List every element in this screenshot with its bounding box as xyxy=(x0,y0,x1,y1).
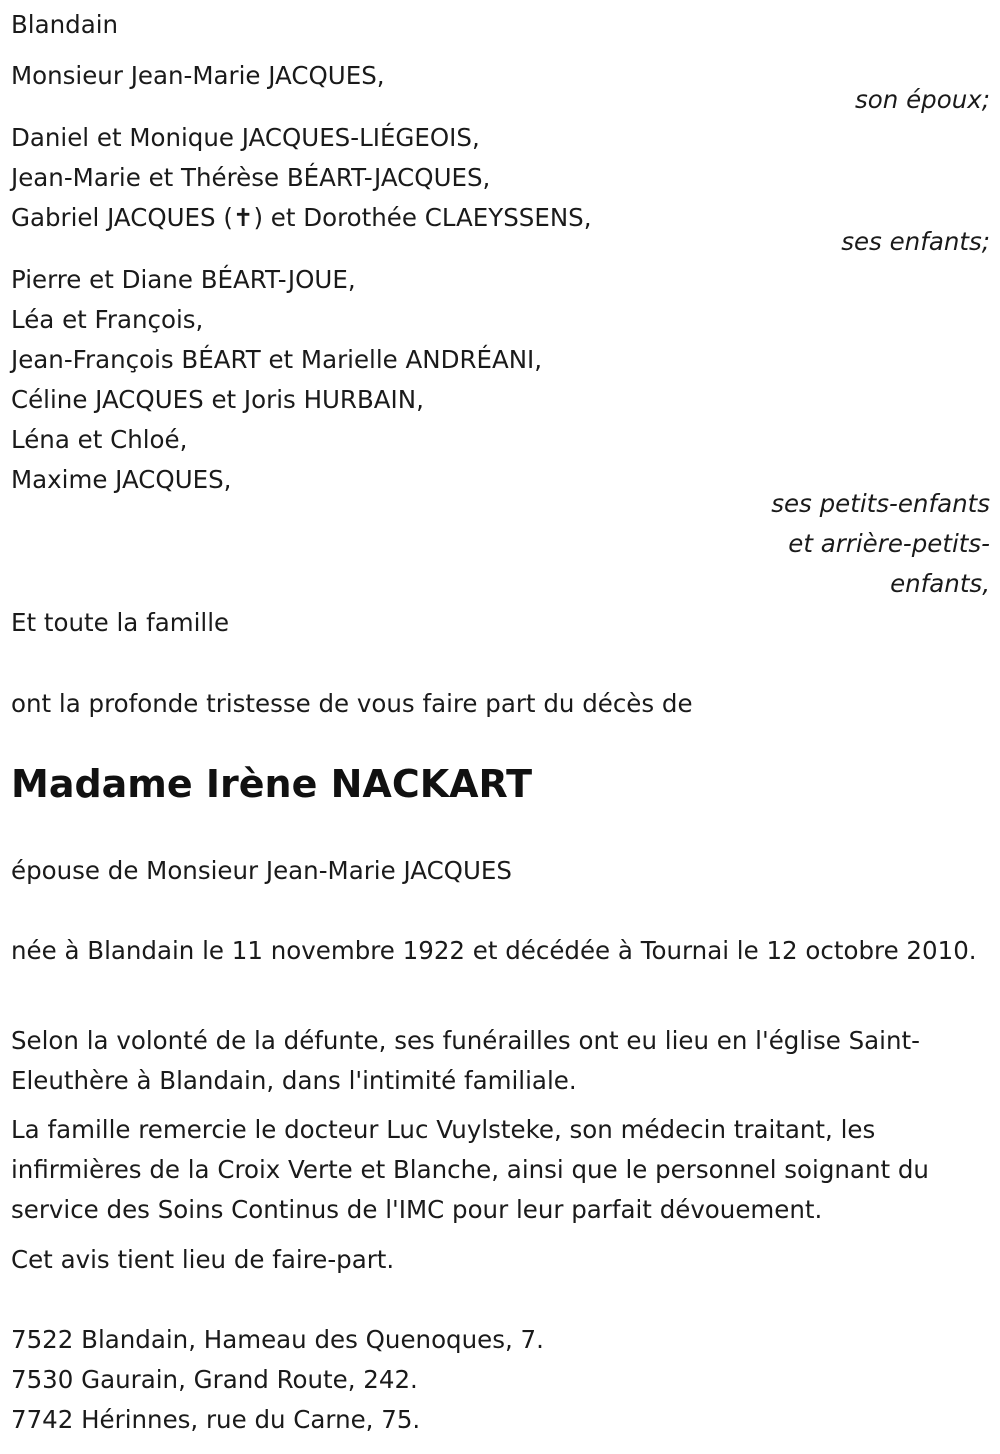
child-line-3: Gabriel JACQUES (✝) et Dorothée CLAEYSSENS, xyxy=(11,203,592,232)
address-line-1: 7522 Blandain, Hameau des Quenoques, 7. xyxy=(11,1325,544,1354)
grandchildren-role-2: et arrière-petits- xyxy=(788,529,990,558)
grandchildren-role-3: enfants, xyxy=(890,569,990,598)
grandchild-line-5: Léna et Chloé, xyxy=(11,425,188,454)
grandchild-line-3: Jean-François BÉART et Marielle ANDRÉANI, xyxy=(11,345,543,374)
grandchild-line-6: Maxime JACQUES, xyxy=(11,465,232,494)
deceased-name: Madame Irène NACKART xyxy=(11,762,533,806)
funeral-paragraph: Selon la volonté de la défunte, ses funérailles ont eu lieu en l'église Saint-Eleuthère à Blandain, dans l'intimité familiale. xyxy=(11,1026,920,1095)
grandchild-line-2: Léa et François, xyxy=(11,305,204,334)
spouse-role: son époux; xyxy=(855,85,990,114)
spouse-line: Monsieur Jean-Marie JACQUES, xyxy=(11,61,385,90)
family-line: Et toute la famille xyxy=(11,608,230,637)
address-line-2: 7530 Gaurain, Grand Route, 242. xyxy=(11,1365,418,1394)
birth-death-paragraph: née à Blandain le 11 novembre 1922 et décédée à Tournai le 12 octobre 2010. xyxy=(11,936,977,965)
children-role: ses enfants; xyxy=(841,227,990,256)
spouse-of-line: épouse de Monsieur Jean-Marie JACQUES xyxy=(11,856,512,885)
child-line-1: Daniel et Monique JACQUES-LIÉGEOIS, xyxy=(11,123,480,152)
grandchildren-role-1: ses petits-enfants xyxy=(771,489,990,518)
child-line-2: Jean-Marie et Thérèse BÉART-JACQUES, xyxy=(11,163,491,192)
place-heading: Blandain xyxy=(11,10,119,39)
announcement-line: ont la profonde tristesse de vous faire part du décès de xyxy=(11,689,693,718)
notice-line: Cet avis tient lieu de faire-part. xyxy=(11,1245,395,1274)
grandchild-line-4: Céline JACQUES et Joris HURBAIN, xyxy=(11,385,424,414)
thanks-paragraph: La famille remercie le docteur Luc Vuylsteke, son médecin traitant, les infirmières de la Croix Verte et Blanche, ainsi que le personnel soignant du service des Soins Continus de l'IMC pour leur parfait dévouement. xyxy=(11,1115,929,1224)
address-line-3: 7742 Hérinnes, rue du Carne, 75. xyxy=(11,1405,421,1434)
grandchild-line-1: Pierre et Diane BÉART-JOUE, xyxy=(11,265,356,294)
